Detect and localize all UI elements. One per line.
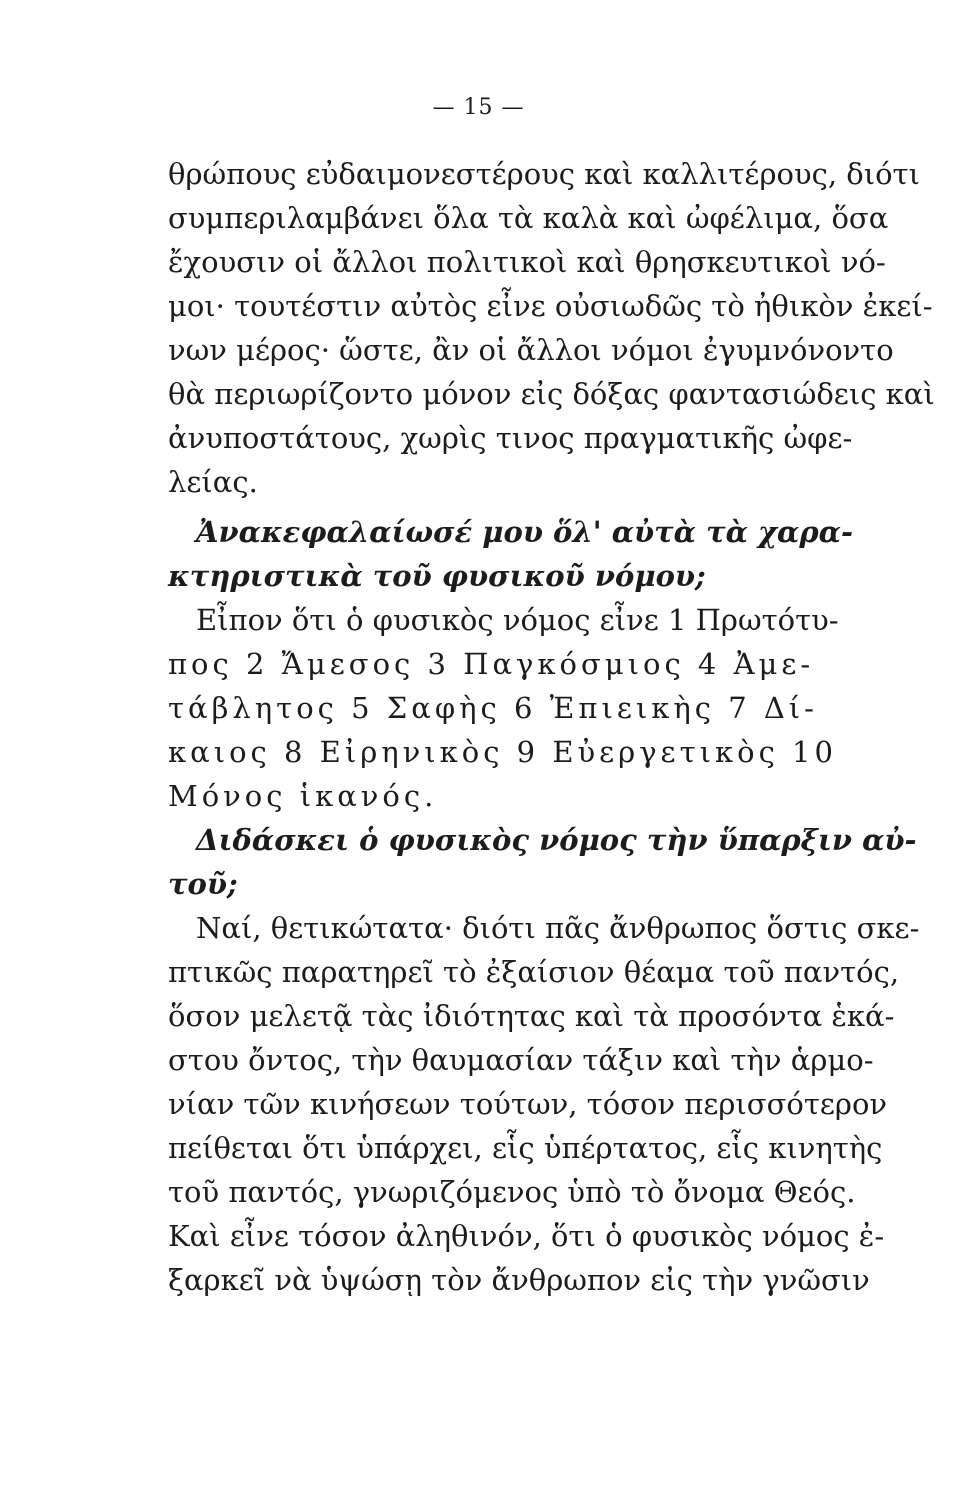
- answer-line: τάβλητος 5 Σαφὴς 6 Ἐπιεικὴς 7 Δί-: [168, 691, 818, 725]
- question-answer-existence: [168, 818, 920, 1302]
- answer-line: Καὶ εἶνε τόσον ἀληθινόν, ὅτι ὁ φυσικὸς νόμος ἐ-: [168, 1219, 885, 1253]
- answer-line: ξαρκεῖ νὰ ὑψώσῃ τὸν ἄνθρωπον εἰς τὴν γνῶσιν: [168, 1263, 870, 1297]
- text-line: συμπεριλαμβάνει ὅλα τὰ καλὰ καὶ ὠφέλιμα, ὅσα: [168, 201, 889, 235]
- text-line: ἔχουσιν οἱ ἄλλοι πολιτικοὶ καὶ θρησκευτικοὶ νό-: [168, 245, 886, 279]
- text-line: νων μέρος· ὥστε, ἂν οἱ ἄλλοι νόμοι ἐγυμνόνοντο: [168, 333, 894, 367]
- answer-line: Ναί, θετικώτατα· διότι πᾶς ἄνθρωπος ὅστις σκε-: [196, 911, 920, 945]
- answer-line: πος 2 Ἄμεσος 3 Παγκόσμιος 4 Ἀμε-: [168, 647, 815, 681]
- question-heading: κτηριστικὰ τοῦ φυσικοῦ νόμου;: [168, 559, 706, 593]
- question-heading: Διδάσκει ὁ φυσικὸς νόμος τὴν ὕπαρξιν αὐ-: [196, 823, 917, 857]
- page-number: — 15 —: [432, 95, 525, 120]
- text-line: ἀνυποστάτους, χωρὶς τινος πραγματικῆς ὠφε-: [168, 421, 853, 455]
- text-line: μοι· τουτέστιν αὐτὸς εἶνε οὐσιωδῶς τὸ ἠθικὸν ἐκεί-: [168, 289, 933, 323]
- answer-line: τοῦ παντός, γνωριζόμενος ὑπὸ τὸ ὄνομα Θεός.: [168, 1175, 856, 1209]
- answer-line: πείθεται ὅτι ὑπάρχει, εἷς ὑπέρτατος, εἷς κινητὴς: [168, 1131, 883, 1165]
- paragraph-continuation: [168, 152, 935, 504]
- text-line: θὰ περιωρίζοντο μόνον εἰς δόξας φαντασιώδεις καὶ: [168, 377, 935, 411]
- answer-line: πτικῶς παρατηρεῖ τὸ ἐξαίσιον θέαμα τοῦ παντός,: [168, 955, 900, 989]
- answer-line: ὅσον μελετᾷ τὰς ἰδιότητας καὶ τὰ προσόντα ἑκά-: [168, 999, 895, 1033]
- answer-line: νίαν τῶν κινήσεων τούτων, τόσον περισσότερον: [168, 1087, 888, 1121]
- answer-line: καιος 8 Εἰρηνικὸς 9 Εὐεργετικὸς 10: [168, 735, 837, 769]
- answer-line: Μόνος ἱκανός.: [168, 779, 438, 813]
- text-line: θρώπους εὐδαιμονεστέρους καὶ καλλιτέρους, διότι: [168, 157, 920, 191]
- question-heading: τοῦ;: [168, 867, 238, 901]
- answer-line: στου ὄντος, τὴν θαυμασίαν τάξιν καὶ τὴν ἁρμο-: [168, 1043, 874, 1077]
- text-line: λείας.: [168, 465, 258, 499]
- answer-line: Εἶπον ὅτι ὁ φυσικὸς νόμος εἶνε 1 Πρωτότυ-: [196, 603, 839, 637]
- question-heading: Ἀνακεφαλαίωσέ μου ὅλ' αὐτὰ τὰ χαρα-: [196, 515, 854, 549]
- question-answer-characteristics: [168, 510, 854, 818]
